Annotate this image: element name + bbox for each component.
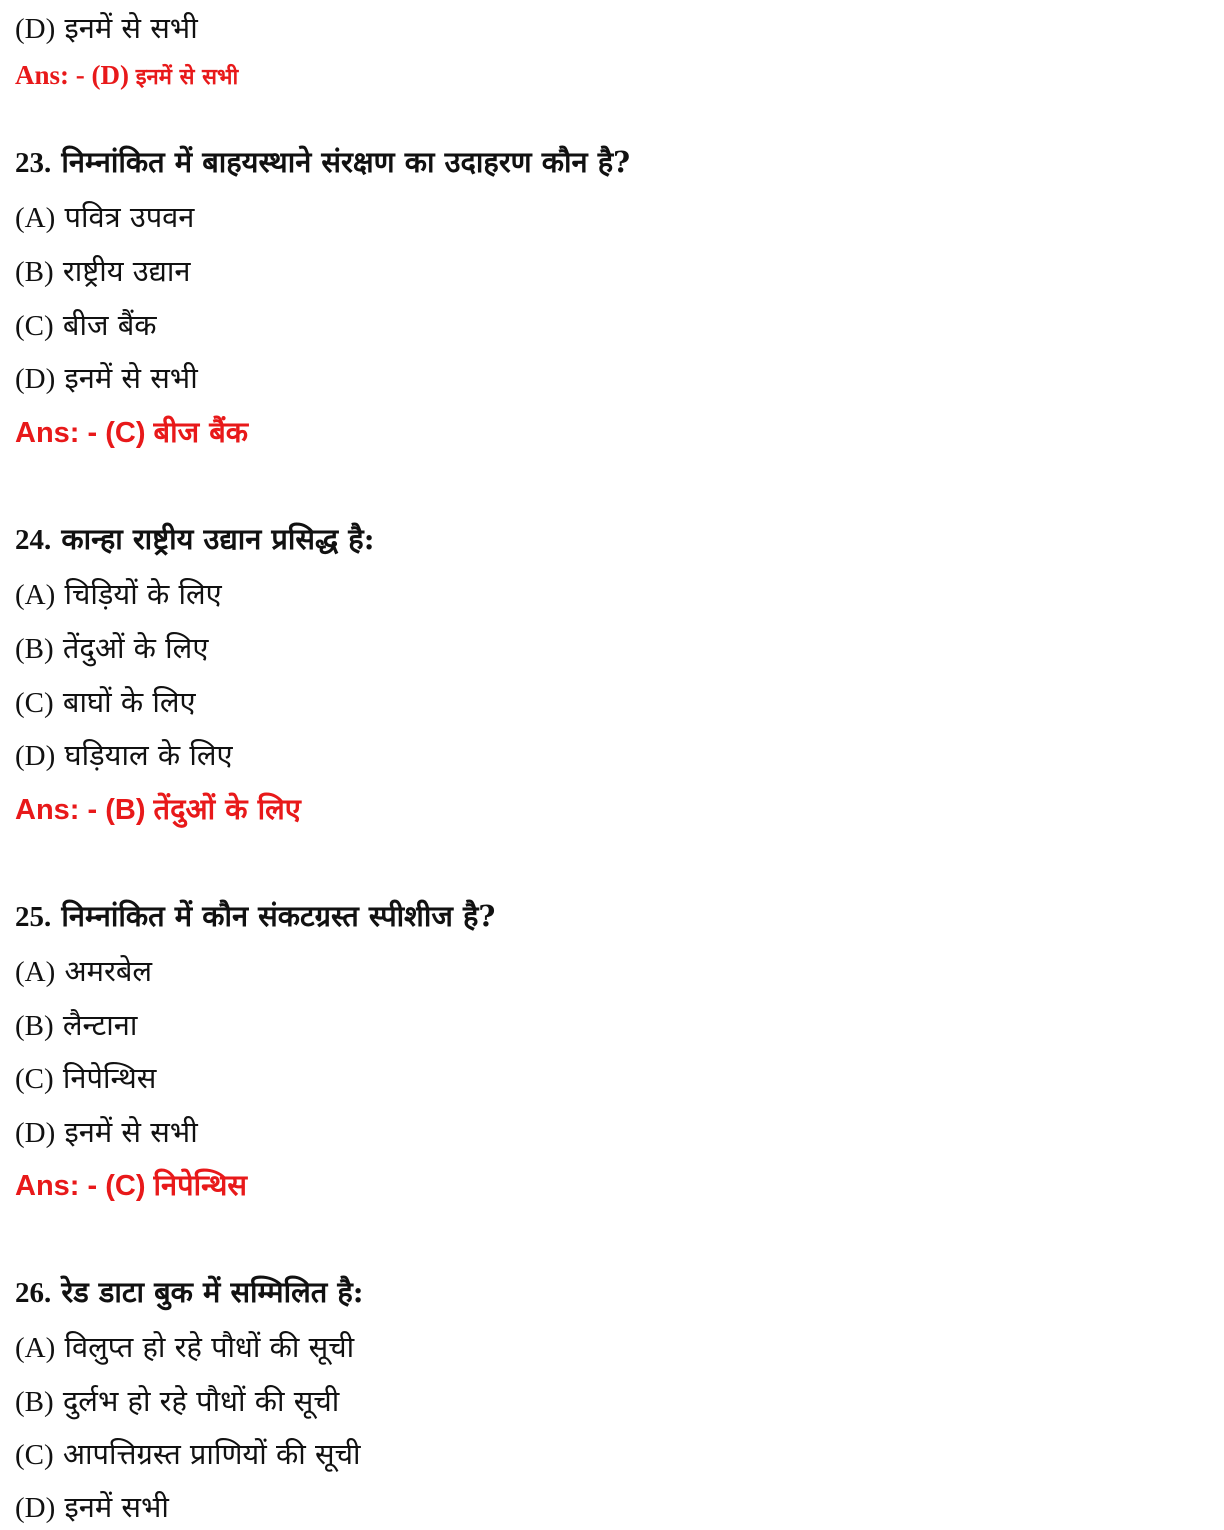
option-text: पवित्र उपवन	[64, 200, 195, 234]
option-text: विलुप्त हो रहे पौधों की सूची	[64, 1330, 355, 1364]
option-text: बीज बैंक	[62, 308, 157, 342]
option-label: (C)	[15, 310, 54, 342]
option-label: (A)	[15, 579, 56, 611]
q23-answer	[15, 415, 249, 449]
question-number: 24.	[15, 524, 52, 556]
answer-prefix: Ans: - (C)	[15, 1170, 146, 1202]
option-text: तेंदुओं के लिए	[62, 631, 209, 665]
option-label: (B)	[15, 256, 54, 288]
option-text: इनमें सभी	[64, 1490, 169, 1524]
option-label: (B)	[15, 1010, 54, 1042]
question-text: रेड डाटा बुक में सम्मिलित है:	[61, 1275, 364, 1309]
option-text: अमरबेल	[64, 954, 153, 988]
q23-option-c	[15, 308, 157, 342]
question-26	[15, 1275, 364, 1309]
option-text: घड़ियाल के लिए	[64, 738, 233, 772]
option-text: इनमें से सभी	[64, 1115, 198, 1149]
q24-option-b	[15, 631, 209, 665]
prev-option-d	[15, 11, 198, 45]
question-number: 26.	[15, 1277, 52, 1309]
q26-option-c	[15, 1437, 361, 1471]
option-label: (D)	[15, 13, 56, 45]
option-label: (A)	[15, 202, 56, 234]
option-label: (B)	[15, 1386, 54, 1418]
option-text: दुर्लभ हो रहे पौधों की सूची	[62, 1384, 340, 1418]
q23-option-d	[15, 361, 198, 395]
answer-text: इनमें से सभी	[135, 64, 239, 90]
option-text: इनमें से सभी	[64, 361, 198, 395]
q23-option-b	[15, 254, 191, 288]
option-label: (D)	[15, 740, 56, 772]
question-24	[15, 522, 375, 556]
option-text: आपत्तिग्रस्त प्राणियों की सूची	[62, 1437, 361, 1471]
question-25	[15, 899, 496, 933]
option-label: (A)	[15, 956, 56, 988]
answer-prefix: Ans: - (B)	[15, 794, 146, 826]
q24-option-d	[15, 738, 233, 772]
option-label: (C)	[15, 1063, 54, 1095]
option-label: (C)	[15, 687, 54, 719]
q26-option-d	[15, 1490, 169, 1524]
option-label: (A)	[15, 1332, 56, 1364]
answer-prefix: Ans: - (C)	[15, 417, 146, 449]
option-label: (D)	[15, 363, 56, 395]
q25-option-d	[15, 1115, 198, 1149]
option-label: (D)	[15, 1492, 56, 1524]
q24-option-a	[15, 577, 222, 611]
prev-answer	[15, 62, 238, 89]
q26-option-b	[15, 1384, 340, 1418]
q23-option-a	[15, 200, 195, 234]
q26-option-a	[15, 1330, 355, 1364]
question-text: कान्हा राष्ट्रीय उद्यान प्रसिद्ध है:	[61, 522, 375, 556]
q25-option-a	[15, 954, 153, 988]
option-label: (B)	[15, 633, 54, 665]
question-text: निम्नांकित में बाहयस्थाने संरक्षण का उदाहरण कौन है?	[61, 145, 631, 179]
answer-text: निपेन्थिस	[153, 1168, 248, 1202]
q25-answer	[15, 1168, 248, 1202]
option-text: इनमें से सभी	[64, 11, 198, 45]
question-number: 23.	[15, 147, 52, 179]
question-23	[15, 145, 631, 179]
option-label: (D)	[15, 1117, 56, 1149]
option-text: बाघों के लिए	[62, 685, 196, 719]
q24-answer	[15, 792, 301, 826]
question-number: 25.	[15, 901, 52, 933]
option-text: चिड़ियों के लिए	[64, 577, 222, 611]
question-text: निम्नांकित में कौन संकटग्रस्त स्पीशीज है?	[61, 899, 496, 933]
answer-text: तेंदुओं के लिए	[153, 792, 301, 826]
option-label: (C)	[15, 1439, 54, 1471]
answer-prefix: Ans: - (D)	[15, 60, 129, 90]
option-text: निपेन्थिस	[62, 1061, 157, 1095]
q24-option-c	[15, 685, 196, 719]
q25-option-b	[15, 1008, 138, 1042]
option-text: राष्ट्रीय उद्यान	[62, 254, 191, 288]
option-text: लैन्टाना	[62, 1008, 138, 1042]
answer-text: बीज बैंक	[153, 415, 249, 449]
q25-option-c	[15, 1061, 157, 1095]
